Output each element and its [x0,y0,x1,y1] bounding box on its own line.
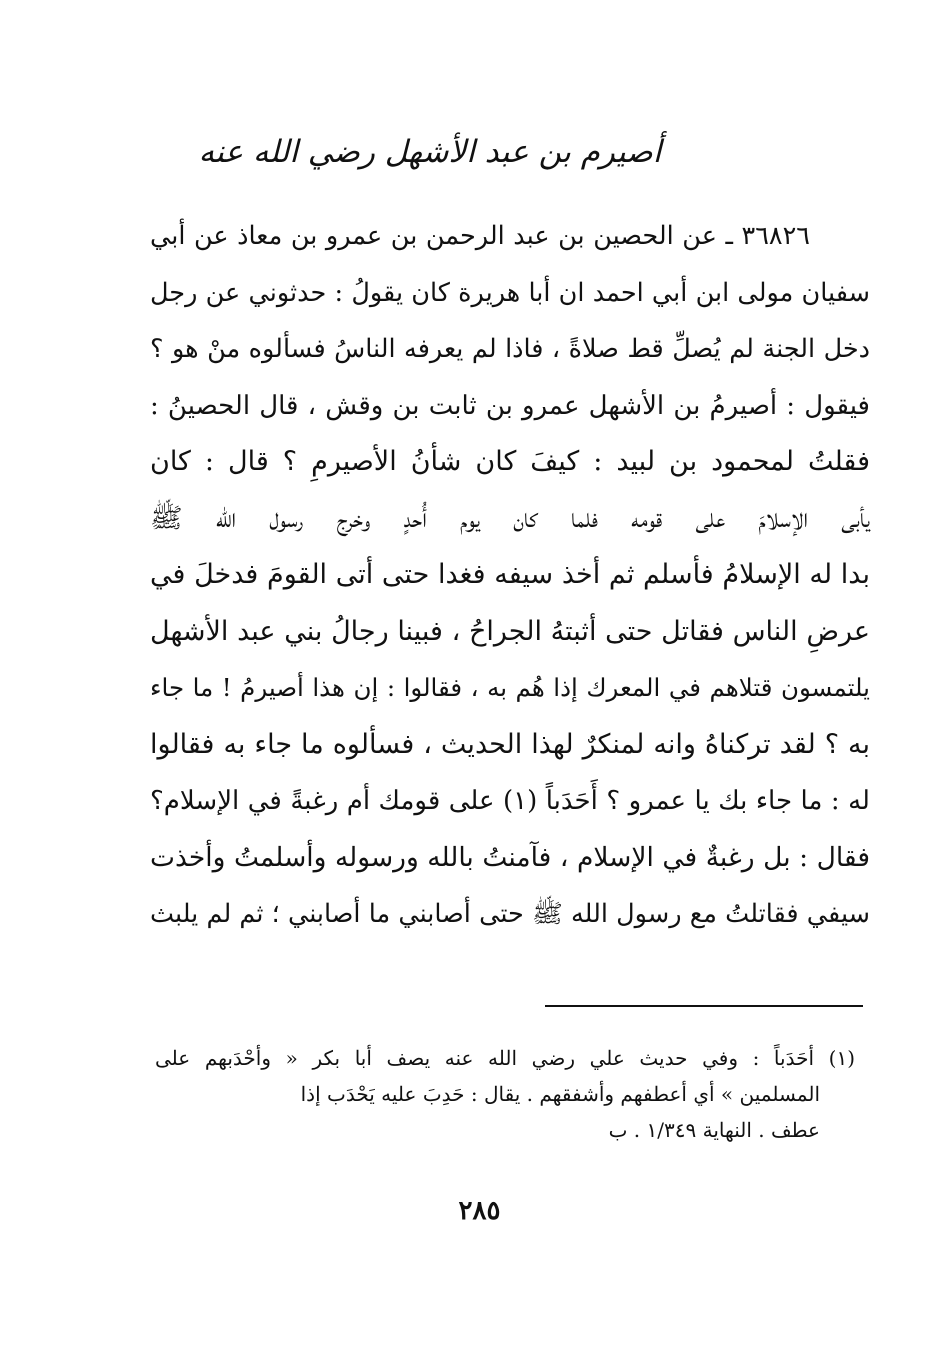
body-line: يأبى الإسلامَ على قومه فلما كان يوم أُحدٍ وخرج رسول الله ﷺ [150,502,870,534]
footnote-divider [545,1005,863,1007]
body-line: عرضِ الناس فقاتل حتى أثبتهُ الجراحُ ، فبينا رجالُ بني عبد الأشهل [150,615,870,647]
body-line: به ؟ لقد تركناهُ وانه لمنكرٌ لهذا الحديث ، فسألوه ما جاء به فقالوا [150,728,870,760]
section-heading: أصيرم بن عبد الأشهل رضي الله عنه [198,134,662,170]
body-line: فيقول : أصيرمُ بن الأشهل عمرو بن ثابت بن وقش ، قال الحصينُ : [150,390,870,421]
footnotes [155,1040,855,1148]
footnote-line: المسلمين » أي أعطفهم وأشفقهم . يقال : حَدِبَ عليه يَحْدَب إذا [300,1082,820,1106]
body-line: له : ما جاء بك يا عمرو ؟ أَحَدَباً (١) على قومك أم رغبةً في الإسلام؟ [150,786,870,816]
body-line: بدا له الإسلامُ فأسلم ثم أخذ سيفه فغدا حتى أتى القومَ فدخلَ في [150,559,870,590]
body-line: سفيان مولى ابن أبي احمد ان أبا هريرة كان يقولُ : حدثوني عن رجل [150,277,870,308]
body-line: فقال : بل رغبةٌ في الإسلام ، فآمنتُ بالله ورسوله وأسلمتُ وأخذت [150,841,870,873]
hadith-body [150,208,870,943]
footnote-line: (١) أحَدَباً : وفي حديث علي رضي الله عنه يصف أبا بكر « وأحْدَبهم على [155,1046,855,1070]
body-line: ٣٦٨٢٦ ـ عن الحصين بن عبد الرحمن بن عمرو بن معاذ عن أبي [150,221,810,251]
body-line: يلتمسون قتلاهم في المعرك إذا هُم به ، فقالوا : إن هذا أصيرمُ ! ما جاء [150,673,870,702]
body-line: دخل الجنة لم يُصلِّ قط صلاةً ، فاذا لم يعرفه الناسُ فسألوه منْ هو ؟ [150,334,870,364]
body-line: سيفي فقاتلتُ مع رسول الله ﷺ حتى أصابني ما أصابني ؛ ثم لم يلبث [150,899,870,929]
page-number: ٢٨٥ [458,1196,501,1226]
body-line: فقلتُ لمحمود بن لبيد : كيفَ كان شأنُ الأصيرمِ ؟ قال : كان [150,446,870,477]
footnote-line: عطف . النهاية ١/٣٤٩ . ب [608,1118,820,1142]
